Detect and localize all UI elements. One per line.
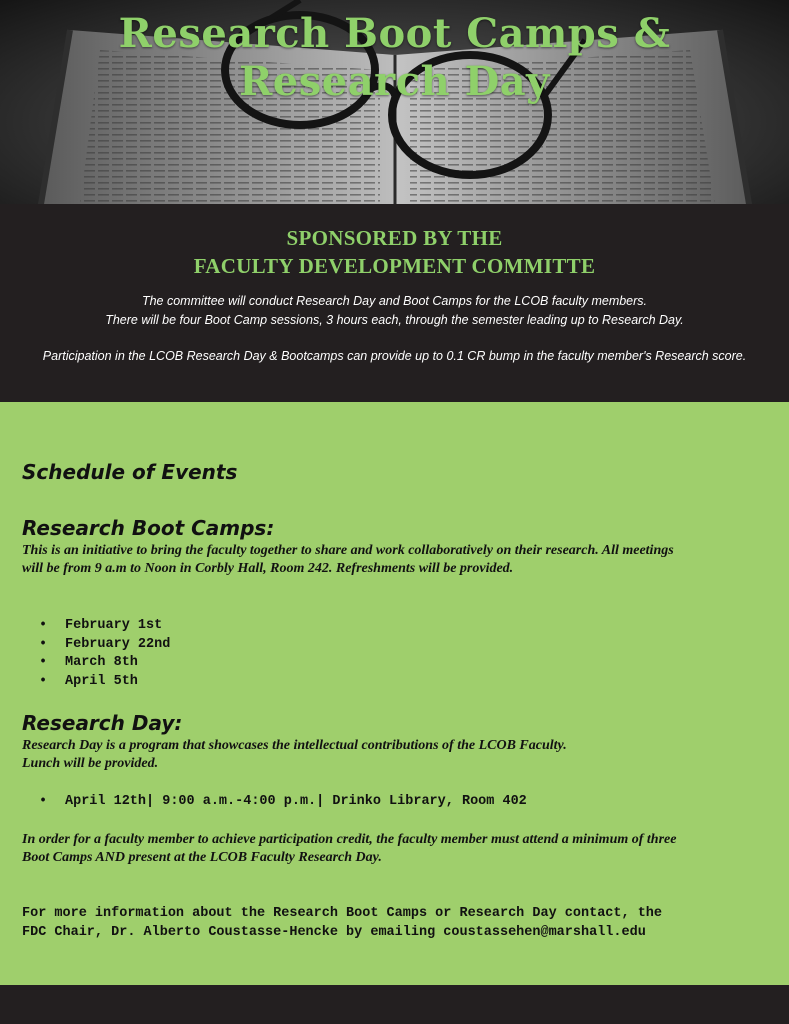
- list-item: • February 22nd: [22, 636, 170, 655]
- bootcamps-heading-colon: :: [266, 516, 275, 540]
- title-line-2: Research Day: [239, 58, 550, 105]
- schedule-heading: Schedule of Events: [22, 460, 238, 484]
- research-day-heading-text: Research Day: [22, 711, 175, 735]
- sponsor-text-line-1: The committee will conduct Research Day and Boot Camps for the LCOB faculty members.: [141, 294, 648, 308]
- bootcamp-dates-list: [22, 617, 170, 691]
- hero-banner: [0, 0, 789, 204]
- bootcamps-heading: [22, 516, 274, 540]
- list-item: • April 5th: [22, 673, 170, 692]
- sponsor-heading: [0, 224, 789, 280]
- research-day-heading-colon: :: [174, 711, 183, 735]
- schedule-section: [0, 402, 789, 985]
- list-item: • March 8th: [22, 654, 170, 673]
- bootcamps-heading-text: Research Boot Camps: [22, 516, 267, 540]
- research-day-event-list: [22, 793, 527, 812]
- requirement-line-2: Boot Camps AND present at the LCOB Faculty Research Day.: [22, 850, 382, 865]
- list-item: • February 1st: [22, 617, 170, 636]
- sponsor-text-line-2: There will be four Boot Camp sessions, 3 hours each, through the semester leading up to Research Day.: [105, 313, 684, 327]
- contact-line-2: FDC Chair, Dr. Alberto Coustasse-Hencke by emailing coustassehen@marshall.edu: [22, 925, 646, 940]
- footer-band: [0, 985, 789, 1024]
- sponsor-text-line-3: Participation in the LCOB Research Day & Bootcamps can provide up to 0.1 CR bump in the faculty member's Research score.: [42, 349, 747, 363]
- page-title: [0, 10, 789, 106]
- bootcamps-description-line-1: This is an initiative to bring the faculty together to share and work collaboratively on their research. All meetings: [22, 543, 674, 558]
- sponsor-section: [0, 204, 789, 402]
- sponsor-heading-line-2: FACULTY DEVELOPMENT COMMITTE: [193, 254, 596, 278]
- research-day-description-line-1: Research Day is a program that showcases the intellectual contributions of the LCOB Faculty.: [22, 738, 567, 753]
- bootcamps-description-line-2: will be from 9 a.m to Noon in Corbly Hall, Room 242. Refreshments will be provided.: [22, 561, 514, 576]
- title-line-1: Research Boot Camps &: [118, 10, 671, 57]
- contact-line-1: For more information about the Research Boot Camps or Research Day contact, the: [22, 906, 663, 921]
- sponsor-heading-line-1: SPONSORED BY THE: [286, 226, 503, 250]
- research-day-heading: [22, 711, 182, 735]
- research-day-description-line-2: Lunch will be provided.: [22, 756, 159, 771]
- list-item: • April 12th| 9:00 a.m.-4:00 p.m.| Drinko Library, Room 402: [22, 793, 527, 812]
- requirement-line-1: In order for a faculty member to achieve participation credit, the faculty member must attend a minimum of three: [22, 832, 677, 847]
